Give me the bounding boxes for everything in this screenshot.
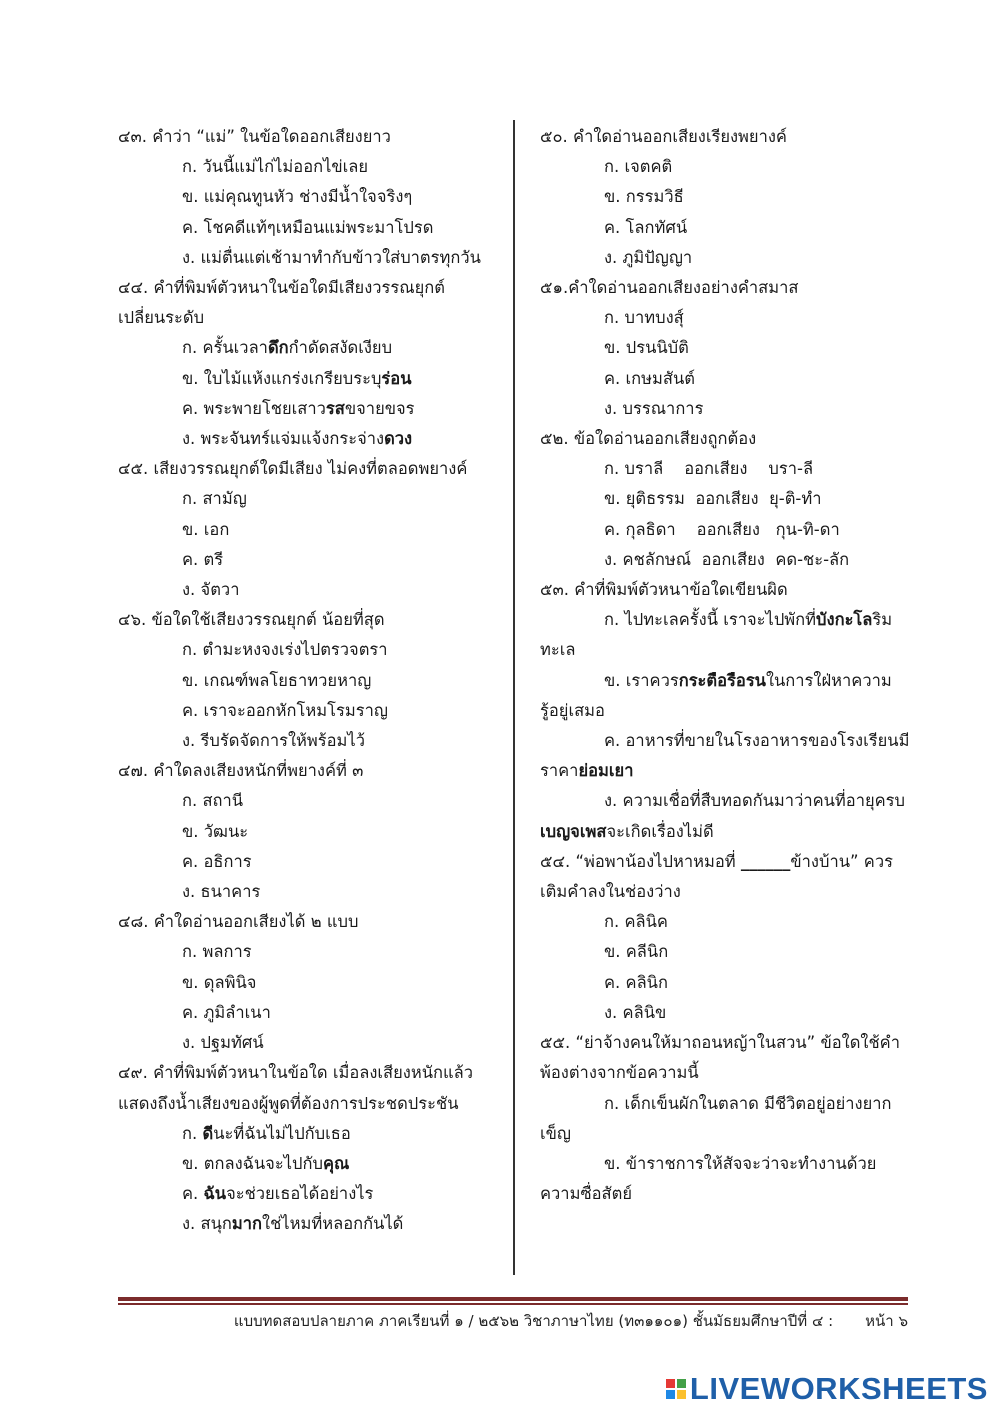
question-53-option-c: ค. อาหารที่ขายในโรงอาหารของโรงเรียนมี <box>604 731 910 751</box>
question-47-option-c: ค. อธิการ <box>182 851 252 871</box>
page-number: หน้า ๖ <box>865 1312 908 1330</box>
question-54-title-cont: เติมคำลงในช่องว่าง <box>540 882 681 902</box>
right-column <box>540 122 910 1209</box>
question-49-option-d: ง. สนุกมากใช่ไหมที่หลอกกันได้ <box>182 1214 404 1234</box>
logo-square-green <box>677 1379 686 1388</box>
question-44-option-c: ค. พระพายโชยเสาวรสขจายขจร <box>182 398 415 418</box>
question-43-option-d: ง. แม่ตื่นแต่เช้ามาทำกับข้าวใส่บาตรทุกวัน <box>182 247 481 267</box>
question-49-option-c: ค. ฉันจะช่วยเธอได้อย่างไร <box>182 1184 374 1204</box>
question-49-title: ๔๙. คำที่พิมพ์ตัวหนาในข้อใด เมื่อลงเสียงหนักแล้ว <box>118 1063 473 1083</box>
question-47-title: ๔๗. คำใดลงเสียงหนักที่พยางค์ที่ ๓ <box>118 761 364 781</box>
question-53-option-c-cont: ราคาย่อมเยา <box>540 761 634 781</box>
question-48-title: ๔๘. คำใดอ่านออกเสียงได้ ๒ แบบ <box>118 912 359 932</box>
liveworksheets-logo-icon <box>666 1379 686 1399</box>
question-44-option-b: ข. ใบไม้แห้งแกร่งเกรียบระบุร่อน <box>182 368 412 388</box>
question-49-option-b: ข. ตกลงฉันจะไปกับคุณ <box>182 1153 350 1173</box>
question-50-option-a: ก. เจตคติ <box>604 157 673 177</box>
question-51-title: ๕๑.คำใดอ่านออกเสียงอย่างคำสมาส <box>540 278 799 298</box>
question-44-option-a: ก. ครั้นเวลาดึกกำดัดสงัดเงียบ <box>182 338 393 358</box>
column-divider <box>513 120 515 1275</box>
footer-exam-info: แบบทดสอบปลายภาค ภาคเรียนที่ ๑ / ๒๕๖๒ วิชาภาษาไทย (ท๓๑๑๐๑) ชั้นมัธยมศึกษาปีที่ ๔ : <box>233 1312 834 1330</box>
question-54-title: ๕๔. “พ่อพาน้องไปหาหมอที่ ______ข้างบ้าน” ควร <box>540 851 893 871</box>
question-50-option-c: ค. โลกทัศน์ <box>604 217 688 237</box>
question-54-option-d: ง. คลินิข <box>604 1002 667 1022</box>
fill-in-blank: ______ <box>740 851 791 871</box>
question-55-title-cont: พ้องต่างจากข้อความนี้ <box>540 1063 699 1083</box>
question-46-option-a: ก. ตำมะหงจงเร่งไปตรวจตรา <box>182 640 388 660</box>
question-53-title: ๕๓. คำที่พิมพ์ตัวหนาข้อใดเขียนผิด <box>540 580 788 600</box>
question-51-option-c: ค. เกษมสันต์ <box>604 368 695 388</box>
question-44-option-d: ง. พระจันทร์แจ่มแจ้งกระจ่างดวง <box>182 429 413 449</box>
logo-square-blue <box>666 1390 675 1399</box>
question-46-title: ๔๖. ข้อใดใช้เสียงวรรณยุกต์ น้อยที่สุด <box>118 610 385 630</box>
question-44-title: ๔๔. คำที่พิมพ์ตัวหนาในข้อใดมีเสียงวรรณยุกต์ <box>118 278 445 298</box>
question-44-title-cont: เปลี่ยนระดับ <box>118 308 205 328</box>
question-48-option-c: ค. ภูมิลำเนา <box>182 1002 271 1022</box>
question-50-option-d: ง. ภูมิปัญญา <box>604 247 693 267</box>
question-52-option-b: ข. ยุติธรรม ออกเสียง ยุ-ติ-ทำ <box>604 489 822 509</box>
question-48-option-d: ง. ปฐมทัศน์ <box>182 1033 264 1053</box>
question-55-option-b: ข. ข้าราชการให้สัจจะว่าจะทำงานด้วย <box>604 1153 877 1173</box>
question-55-option-a-cont: เข็ญ <box>540 1123 571 1143</box>
question-43-title: ๔๓. คำว่า “แม่” ในข้อใดออกเสียงยาว <box>118 127 391 146</box>
question-43-option-a: ก. วันนี้แม่ไก่ไม่ออกไข่เลย <box>182 157 369 177</box>
question-45-option-b: ข. เอก <box>182 519 230 539</box>
question-54-option-a: ก. คลินิค <box>604 912 668 932</box>
question-47-option-d: ง. ธนาคาร <box>182 882 261 902</box>
logo-square-yellow <box>677 1390 686 1399</box>
footer-rule-thin <box>118 1303 908 1305</box>
question-47-option-a: ก. สถานี <box>182 791 244 811</box>
question-53-option-a: ก. ไปทะเลครั้งนี้ เราจะไปพักที่บังกะโลริม <box>604 610 893 630</box>
question-53-option-b: ข. เราควรกระตือรือรนในการใฝ่หาความ <box>604 670 892 690</box>
question-53-option-a-cont: ทะเล <box>540 640 576 660</box>
question-53-option-b-cont: รู้อยู่เสมอ <box>540 700 605 720</box>
question-55-option-b-cont: ความซื่อสัตย์ <box>540 1184 633 1204</box>
question-49-title-cont: แสดงถึงน้ำเสียงของผู้พูดที่ต้องการประชดประชัน <box>118 1093 459 1113</box>
question-48-option-a: ก. พลการ <box>182 942 252 962</box>
logo-square-red <box>666 1379 675 1388</box>
left-column <box>118 122 498 1240</box>
question-50-title: ๕๐. คำใดอ่านออกเสียงเรียงพยางค์ <box>540 127 787 146</box>
question-47-option-b: ข. วัฒนะ <box>182 821 249 841</box>
brand-name: LIVEWORKSHEETS <box>689 1371 988 1406</box>
question-52-option-d: ง. คชลักษณ์ ออกเสียง คด-ชะ-ลัก <box>604 549 850 569</box>
question-46-option-b: ข. เกณฑ์พลโยธาทวยหาญ <box>182 670 372 690</box>
question-43-option-b: ข. แม่คุณทูนหัว ช่างมีน้ำใจจริงๆ <box>182 187 413 207</box>
question-52-option-a: ก. บราลี ออกเสียง บรา-ลี <box>604 459 814 479</box>
question-52-option-c: ค. กุลธิดา ออกเสียง กุน-ทิ-ดา <box>604 519 840 539</box>
question-53-option-d: ง. ความเชื่อที่สืบทอดกันมาว่าคนที่อายุครบ <box>604 791 906 811</box>
question-45-option-a: ก. สามัญ <box>182 489 247 509</box>
question-49-option-a: ก. ดีนะที่ฉันไม่ไปกับเธอ <box>182 1123 351 1143</box>
footer-rule-thick <box>118 1297 908 1301</box>
question-46-option-d: ง. รีบรัดจัดการให้พร้อมไว้ <box>182 731 365 751</box>
question-46-option-c: ค. เราจะออกหักโหมโรมราญ <box>182 700 388 720</box>
question-45-title: ๔๕. เสียงวรรณยุกต์ใดมีเสียง ไม่คงที่ตลอดพยางค์ <box>118 459 468 479</box>
question-48-option-b: ข. ดุลพินิจ <box>182 972 257 992</box>
question-50-option-b: ข. กรรมวิธี <box>604 187 684 207</box>
question-51-option-d: ง. บรรณาการ <box>604 398 704 418</box>
question-55-option-a: ก. เด็กเข็นผักในตลาด มีชีวิตอยู่อย่างยาก <box>604 1093 892 1113</box>
question-53-option-d-cont: เบญจเพสจะเกิดเรื่องไม่ดี <box>540 821 714 841</box>
question-54-option-c: ค. คลินิก <box>604 972 668 992</box>
question-45-option-d: ง. จัตวา <box>182 580 240 600</box>
question-55-title: ๕๕. “ย่าจ้างคนให้มาถอนหญ้าในสวน” ข้อใดใช้คำ <box>540 1033 900 1053</box>
question-45-option-c: ค. ตรี <box>182 549 224 569</box>
question-43-option-c: ค. โชคดีแท้ๆเหมือนแม่พระมาโปรด <box>182 217 434 237</box>
question-51-option-b: ข. ปรนนิบัติ <box>604 338 689 358</box>
question-52-title: ๕๒. ข้อใดอ่านออกเสียงถูกต้อง <box>540 429 757 449</box>
question-51-option-a: ก. บาทบงสุ์ <box>604 308 684 328</box>
liveworksheets-brand[interactable] <box>666 1372 988 1406</box>
question-54-option-b: ข. คลีนิก <box>604 942 669 962</box>
footer <box>118 1308 908 1334</box>
